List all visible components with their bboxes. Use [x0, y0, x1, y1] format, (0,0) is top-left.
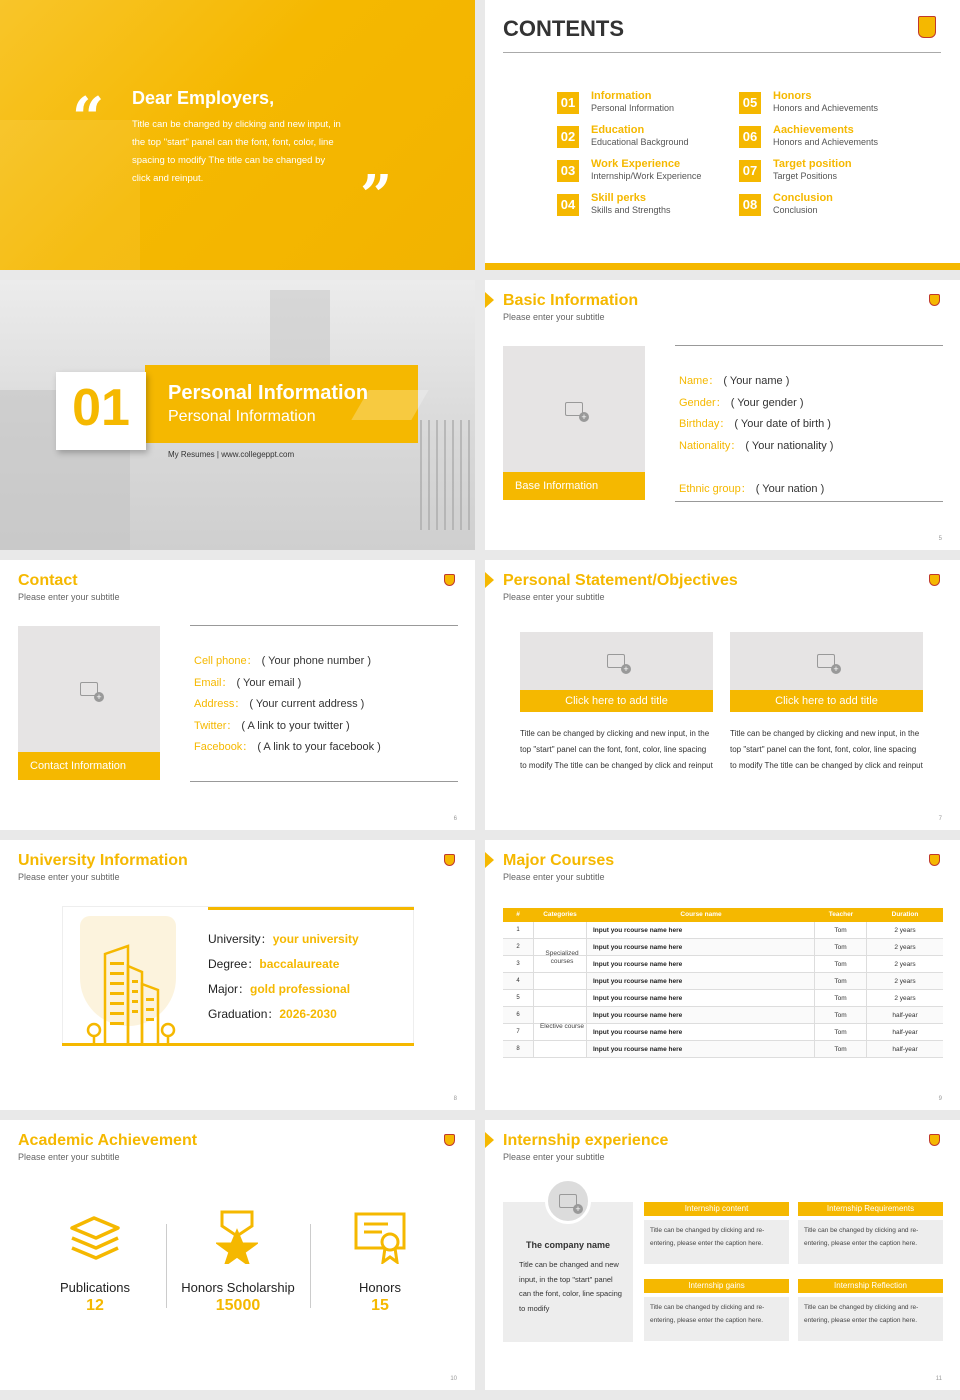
contents-item-title: Skill perks	[591, 192, 647, 204]
heading: Dear Employers,	[132, 88, 275, 108]
field-label: Address：	[194, 698, 246, 710]
slide-subtitle: Please enter your subtitle	[503, 592, 605, 602]
slide-title: Basic Information	[503, 292, 639, 309]
table-cell-teacher: Tom	[815, 1007, 867, 1023]
image-placeholder-icon	[559, 1194, 577, 1208]
section-subtitle: Personal Information	[168, 408, 316, 425]
slide-contact[interactable]	[0, 560, 475, 830]
image-placeholder-icon	[817, 654, 835, 668]
contents-item-number: 08	[739, 194, 761, 216]
school-logo-icon	[929, 574, 940, 586]
internship-box[interactable]	[644, 1202, 789, 1264]
table-cell-duration: 2 years	[894, 961, 916, 968]
table-cell-number: 4	[516, 978, 520, 984]
university-label: Major：	[208, 982, 251, 996]
table-cell-number: 5	[516, 995, 520, 1001]
school-logo-icon	[929, 1134, 940, 1146]
contents-item-06[interactable]	[739, 124, 909, 150]
field-row[interactable]	[679, 393, 941, 415]
quote-close-icon: ”	[360, 163, 393, 229]
contents-item-subtitle: Honors and Achievements	[773, 137, 879, 147]
table-header-cell: #	[516, 911, 520, 918]
field-label: Nationality：	[679, 439, 742, 452]
contents-item-05[interactable]	[739, 90, 909, 116]
table-cell-teacher: Tom	[815, 1041, 867, 1057]
field-value: ( Your nation )	[755, 482, 825, 495]
background-fence	[420, 420, 475, 530]
field-value: ( Your email )	[236, 676, 302, 689]
field-row[interactable]	[194, 737, 456, 759]
field-row[interactable]	[679, 479, 941, 501]
school-logo-icon	[444, 574, 455, 586]
internship-box-title: Internship Requirements	[798, 1202, 943, 1216]
table-cell-category	[533, 922, 587, 938]
field-label: Email：	[194, 676, 233, 689]
table-cell-duration: 2 years	[894, 978, 916, 985]
slide-academic-achievement[interactable]	[0, 1120, 475, 1390]
field-value: ( Your name )	[723, 375, 790, 387]
table-cell-duration: half-year	[892, 1046, 918, 1053]
image-placeholder-icon	[565, 402, 583, 416]
contents-item-04[interactable]	[557, 192, 727, 218]
table-cell-teacher: Tom	[815, 973, 867, 989]
slide-title: Internship experience	[503, 1132, 669, 1149]
slide-subtitle: Please enter your subtitle	[503, 312, 605, 322]
table-cell-duration: half-year	[892, 1029, 918, 1036]
table-cell-number: 8	[516, 1046, 520, 1052]
title-marker	[485, 1132, 494, 1148]
university-label: University：	[208, 932, 273, 946]
internship-box-text: Title can be changed by clicking and re-entering, please enter the caption here.	[644, 1297, 789, 1341]
field-label: Name：	[679, 375, 720, 387]
quote-open-icon: “	[72, 85, 105, 151]
building-icon	[80, 940, 190, 1048]
fields-top-line	[190, 625, 458, 626]
image-placeholder-icon	[80, 682, 98, 696]
section-number: 01	[72, 379, 130, 437]
bottom-accent-bar	[485, 263, 960, 270]
table-header-cell: Categories	[543, 911, 577, 918]
contents-item-subtitle: Personal Information	[591, 103, 675, 113]
card-1-title: Click here to add title	[565, 695, 668, 707]
table-cell-course: Input you rcourse name here	[587, 1007, 815, 1023]
school-logo-icon	[918, 16, 936, 38]
field-row[interactable]	[194, 694, 456, 716]
table-cell-duration: 2 years	[894, 927, 916, 934]
internship-box-text: Title can be changed by clicking and re-entering, please enter the caption here.	[798, 1220, 943, 1264]
title-marker	[485, 292, 494, 308]
field-value: ( A link to your twitter )	[241, 719, 350, 732]
internship-box[interactable]	[798, 1279, 943, 1341]
contents-title: CONTENTS	[503, 16, 624, 41]
section-footer: My Resumes | www.collegeppt.com	[168, 450, 295, 459]
table-cell-category	[533, 973, 587, 989]
school-logo-icon	[929, 854, 940, 866]
table-cell-category	[533, 1041, 587, 1057]
field-row[interactable]	[194, 716, 456, 738]
internship-box-title: Internship gains	[644, 1279, 789, 1293]
contents-item-03[interactable]	[557, 158, 727, 184]
body-text: Title can be changed by clicking and new input, in the top "start" panel can the font, font, color, line spacing to modify The title can be changed by click and reinput.	[132, 119, 341, 184]
page-number: 7	[938, 816, 942, 822]
contents-item-number: 07	[739, 160, 761, 182]
field-row[interactable]	[194, 651, 456, 673]
internship-box[interactable]	[644, 1279, 789, 1341]
card-1-text: Title can be changed by clicking and new input, in the top "start" panel can the font, font, color, line spacing to modify The title can be changed by click and reinput	[520, 729, 713, 770]
slide-internship-experience[interactable]	[485, 1120, 960, 1390]
field-row[interactable]	[679, 414, 941, 436]
contents-item-subtitle: Conclusion	[773, 205, 818, 215]
table-header-cell: Duration	[891, 911, 919, 918]
slide-title: Major Courses	[503, 852, 615, 869]
slide-title: University Information	[18, 852, 188, 869]
stat-label: Honors	[359, 1280, 401, 1295]
university-value: your university	[272, 932, 359, 946]
contents-item-subtitle: Honors and Achievements	[773, 103, 879, 113]
stat-divider-1	[166, 1224, 167, 1308]
page-number: 5	[938, 536, 942, 542]
table-header-cell: Course name	[680, 911, 722, 918]
school-logo-icon	[929, 294, 940, 306]
university-row	[208, 930, 359, 947]
certificate-icon	[354, 1212, 406, 1264]
course-table	[503, 908, 943, 1058]
field-value: ( Your gender )	[730, 396, 804, 409]
internship-box-title: Internship content	[644, 1202, 789, 1216]
table-row[interactable]	[503, 973, 943, 990]
table-cell-course: Input you rcourse name here	[587, 939, 815, 955]
table-cell-course: Input you rcourse name here	[587, 956, 815, 972]
university-value: gold professional	[250, 982, 351, 996]
slide-university-information[interactable]	[0, 840, 475, 1110]
slide-basic-information[interactable]	[485, 280, 960, 550]
contents-item-02[interactable]	[557, 124, 727, 150]
photo-caption: Contact Information	[30, 760, 126, 772]
school-logo-icon	[444, 1134, 455, 1146]
table-row[interactable]	[503, 1007, 943, 1024]
title-divider	[503, 52, 941, 53]
card-2-title: Click here to add title	[775, 695, 878, 707]
field-row[interactable]	[194, 673, 456, 695]
stat-value: 15000	[215, 1297, 261, 1314]
books-icon	[68, 1214, 122, 1260]
contents-item-07[interactable]	[739, 158, 909, 184]
field-row[interactable]	[679, 436, 941, 458]
contents-item-title: Aachievements	[773, 124, 854, 136]
slide-subtitle: Please enter your subtitle	[18, 1152, 120, 1162]
field-label: Twitter：	[194, 719, 238, 732]
table-cell-teacher: Tom	[815, 956, 867, 972]
slide-subtitle: Please enter your subtitle	[18, 592, 120, 602]
field-value: ( Your phone number )	[261, 655, 372, 667]
university-label: Graduation：	[208, 1007, 280, 1021]
title-marker	[485, 572, 494, 588]
table-cell-number: 7	[516, 1029, 520, 1035]
contents-item-number: 01	[557, 92, 579, 114]
university-row	[208, 980, 350, 997]
university-label: Degree：	[208, 957, 260, 971]
table-cell-number: 1	[516, 927, 520, 933]
field-value: ( Your current address )	[249, 698, 365, 710]
stat-value: 12	[86, 1297, 104, 1314]
table-cell-category	[533, 1007, 587, 1023]
contents-item-title: Information	[591, 90, 652, 102]
medal-icon	[216, 1210, 258, 1264]
university-value: baccalaureate	[259, 957, 340, 971]
school-logo-icon	[444, 854, 455, 866]
internship-box-text: Title can be changed by clicking and re-entering, please enter the caption here.	[644, 1220, 789, 1264]
company-name: The company name	[525, 1240, 611, 1250]
stat-label: Publications	[59, 1280, 131, 1295]
field-label: Birthday：	[679, 418, 731, 430]
table-cell-course: Input you rcourse name here	[587, 922, 815, 938]
stat-label: Honors Scholarship	[181, 1280, 295, 1295]
contents-item-subtitle: Educational Background	[591, 137, 689, 147]
card-2-text: Title can be changed by clicking and new input, in the top "start" panel can the font, font, color, line spacing to modify The title can be changed by click and reinput	[730, 729, 923, 770]
contents-item-title: Education	[591, 124, 645, 136]
table-header-row	[503, 908, 943, 922]
page-number: 11	[935, 1376, 942, 1382]
slide-dear-employers[interactable]	[0, 0, 475, 270]
slide-title: Academic Achievement	[18, 1132, 198, 1149]
internship-box[interactable]	[798, 1202, 943, 1264]
university-value: 2026-2030	[279, 1007, 337, 1021]
company-text: Title can be changed and new input, in the top "start" panel can the font, color, line spacing to modify	[519, 1260, 622, 1313]
fields-bottom-line	[675, 501, 943, 502]
stat-divider-2	[310, 1224, 311, 1308]
internship-box-text: Title can be changed by clicking and re-entering, please enter the caption here.	[798, 1297, 943, 1341]
field-label: Ethnic group：	[679, 482, 752, 495]
slide-section-personal-information[interactable]	[0, 280, 475, 550]
slide-title: Contact	[18, 572, 78, 589]
table-cell-course: Input you rcourse name here	[587, 973, 815, 989]
contents-item-number: 06	[739, 126, 761, 148]
fields-bottom-line	[190, 781, 458, 782]
section-title: Personal Information	[168, 382, 369, 404]
contents-item-subtitle: Target Positions	[773, 171, 838, 181]
page-number: 6	[453, 816, 457, 822]
field-label: Facebook：	[194, 741, 254, 753]
university-row	[208, 955, 339, 972]
table-row[interactable]	[503, 1041, 943, 1058]
table-cell-number: 3	[516, 961, 520, 967]
page-number: 8	[453, 1096, 457, 1102]
fields-top-line	[675, 345, 943, 346]
table-cell-teacher: Tom	[815, 1024, 867, 1040]
field-value: ( Your date of birth )	[734, 418, 831, 430]
table-row[interactable]	[503, 922, 943, 939]
page-number: 10	[450, 1376, 457, 1382]
page-number: 9	[938, 1096, 942, 1102]
table-cell-teacher: Tom	[815, 939, 867, 955]
university-row	[208, 1005, 337, 1022]
table-cell-number: 2	[516, 944, 520, 950]
table-cell-course: Input you rcourse name here	[587, 1024, 815, 1040]
contents-item-number: 04	[557, 194, 579, 216]
title-marker	[485, 852, 494, 868]
stat-value: 15	[371, 1297, 389, 1314]
table-cell-duration: 2 years	[894, 995, 916, 1002]
slide-subtitle: Please enter your subtitle	[503, 872, 605, 882]
table-header-cell: Teacher	[828, 911, 854, 918]
contents-item-title: Work Experience	[591, 158, 681, 170]
background-building-shade	[0, 120, 140, 270]
photo-caption: Base Information	[515, 480, 599, 492]
contents-item-number: 03	[557, 160, 579, 182]
slide-contents[interactable]	[485, 0, 960, 270]
contents-item-subtitle: Internship/Work Experience	[591, 171, 702, 181]
info-top-bar	[208, 907, 414, 910]
contents-item-01[interactable]	[557, 90, 727, 116]
contents-item-title: Conclusion	[773, 192, 833, 204]
contents-item-08[interactable]	[739, 192, 909, 218]
image-placeholder-icon	[607, 654, 625, 668]
slide-title: Personal Statement/Objectives	[503, 572, 738, 589]
table-cell-teacher: Tom	[815, 990, 867, 1006]
field-label: Cell phone：	[194, 655, 258, 667]
contents-item-title: Target position	[773, 158, 852, 170]
contents-item-number: 05	[739, 92, 761, 114]
field-value: ( A link to your facebook )	[257, 741, 381, 753]
field-row[interactable]	[679, 371, 941, 393]
slide-subtitle: Please enter your subtitle	[18, 872, 120, 882]
contents-item-number: 02	[557, 126, 579, 148]
field-label: Gender：	[679, 396, 727, 409]
internship-box-title: Internship Reflection	[798, 1279, 943, 1293]
table-row[interactable]	[503, 990, 943, 1007]
slide-personal-statement[interactable]	[485, 560, 960, 830]
table-cell-course: Input you rcourse name here	[587, 990, 815, 1006]
slide-major-courses[interactable]	[485, 840, 960, 1110]
category-elective: Elective course	[539, 1023, 585, 1030]
table-cell-course: Input you rcourse name here	[587, 1041, 815, 1057]
slide-subtitle: Please enter your subtitle	[503, 1152, 605, 1162]
field-value: ( Your nationality )	[745, 439, 834, 452]
contents-item-title: Honors	[773, 90, 812, 102]
table-cell-number: 6	[516, 1012, 520, 1018]
contents-item-subtitle: Skills and Strengths	[591, 205, 671, 215]
table-cell-teacher: Tom	[815, 922, 867, 938]
category-specialized: Specialized courses	[545, 950, 579, 965]
info-bottom-bar	[62, 1043, 414, 1046]
table-cell-duration: 2 years	[894, 944, 916, 951]
table-cell-duration: half-year	[892, 1012, 918, 1019]
table-cell-category	[533, 990, 587, 1006]
